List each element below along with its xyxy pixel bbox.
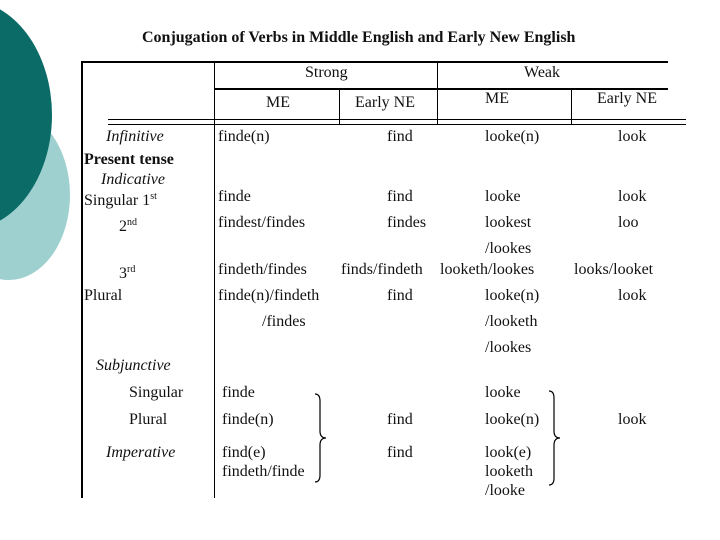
- row-label-subj-singular: Singular: [129, 384, 184, 401]
- cell-plural-strong-ene: find: [387, 287, 413, 304]
- right-brace-strong: [314, 393, 330, 483]
- cell-infinitive-weak-ene: look: [618, 128, 647, 145]
- header-weak: Weak: [524, 64, 561, 81]
- cell-subj-plural-strong-ene: find: [387, 411, 413, 428]
- cell-singular1-weak-ene: look: [618, 188, 647, 205]
- section-indicative: Indicative: [101, 171, 165, 188]
- header-strong: Strong: [305, 64, 348, 81]
- cell-2nd-strong-ene: findes: [387, 214, 427, 231]
- row-label-imperative: Imperative: [106, 444, 176, 461]
- cell-subj-singular-strong-me: finde: [222, 384, 255, 401]
- cell-2nd-strong-me: findest/findes: [218, 214, 306, 231]
- table-left-border: [81, 61, 83, 498]
- subheader-weak-me: ME: [485, 90, 509, 107]
- cell-2nd-weak-me-cont: /lookes: [485, 240, 532, 257]
- slide-title: Conjugation of Verbs in Middle English and Early New English: [142, 29, 576, 46]
- subheader-weak-ene: Early NE: [597, 90, 657, 107]
- section-present-tense: Present tense: [84, 151, 174, 168]
- header-bottom-border-2: [108, 124, 686, 125]
- cell-imperative-weak-me-cont-2: /looke: [485, 482, 525, 499]
- row-label-plural: Plural: [84, 287, 123, 304]
- row-label-2nd: 2nd: [119, 217, 137, 235]
- col-divider-3: [437, 61, 438, 125]
- subheader-strong-ene: Early NE: [355, 94, 415, 111]
- cell-infinitive-weak-me: looke(n): [485, 128, 540, 145]
- cell-imperative-strong-me-cont: findeth/finde: [222, 463, 305, 480]
- cell-imperative-strong-ene: find: [387, 444, 413, 461]
- cell-plural-weak-me-cont: /looketh: [485, 313, 538, 330]
- col-divider-1: [214, 61, 215, 498]
- cell-subj-plural-weak-me: looke(n): [485, 411, 540, 428]
- cell-plural-weak-me-cont-2: /lookes: [485, 339, 532, 356]
- cell-2nd-weak-ene: loo: [618, 214, 639, 231]
- cell-infinitive-strong-me: finde(n): [218, 128, 270, 145]
- cell-plural-weak-me: looke(n): [485, 287, 540, 304]
- row-label-singular-1st: Singular 1st: [84, 191, 157, 209]
- cell-plural-strong-me: finde(n)/findeth: [218, 287, 320, 304]
- cell-3rd-strong-ene: finds/findeth: [341, 261, 423, 278]
- cell-2nd-weak-me: lookest: [485, 214, 532, 231]
- cell-singular1-strong-me: finde: [218, 188, 251, 205]
- cell-3rd-weak-me: looketh/lookes: [440, 261, 535, 278]
- cell-imperative-weak-me-cont: looketh: [485, 463, 533, 480]
- subheader-strong-me: ME: [266, 94, 290, 111]
- cell-3rd-strong-me: findeth/findes: [218, 261, 307, 278]
- cell-infinitive-strong-ene: find: [387, 128, 413, 145]
- cell-plural-weak-ene: look: [618, 287, 647, 304]
- cell-imperative-weak-me: look(e): [485, 444, 532, 461]
- section-subjunctive: Subjunctive: [96, 357, 171, 374]
- cell-singular1-strong-ene: find: [387, 188, 413, 205]
- table-top-border: [81, 61, 668, 63]
- cell-subj-singular-weak-me: looke: [485, 384, 521, 401]
- row-label-subj-plural: Plural: [129, 411, 168, 428]
- row-label-infinitive: Infinitive: [106, 128, 164, 145]
- row-label-3rd: 3rd: [119, 264, 136, 282]
- cell-3rd-weak-ene: looks/looket: [574, 261, 654, 278]
- right-brace-weak: [548, 390, 564, 486]
- header-bottom-border: [108, 119, 686, 120]
- cell-subj-plural-weak-ene: look: [618, 411, 647, 428]
- cell-subj-plural-strong-me: finde(n): [222, 411, 274, 428]
- cell-imperative-strong-me: find(e): [222, 444, 266, 461]
- cell-plural-strong-me-cont: /findes: [262, 313, 306, 330]
- cell-singular1-weak-me: looke: [485, 188, 521, 205]
